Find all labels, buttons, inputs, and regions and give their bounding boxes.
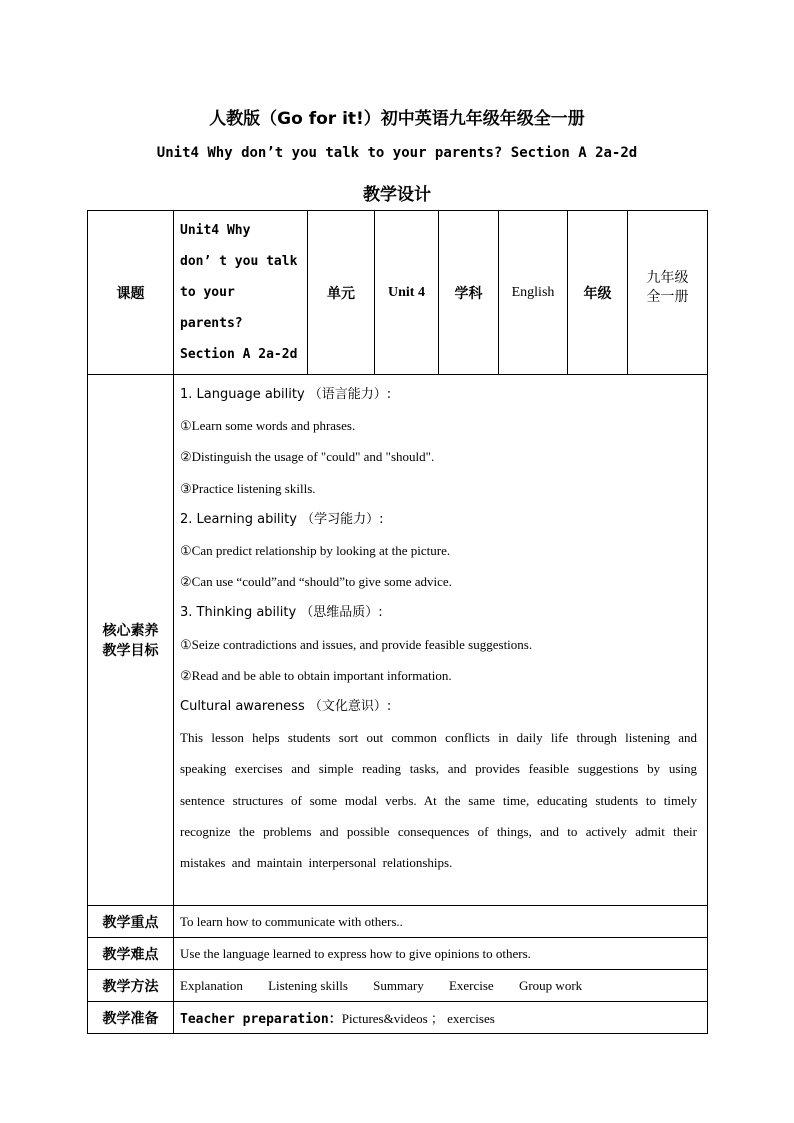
subject-label: 学科 [439, 211, 499, 375]
design-heading: 教学设计 [363, 185, 431, 205]
methods-row [88, 970, 708, 1002]
goals-label-line: 核心素养 [102, 623, 159, 639]
topic-label: 课题 [88, 211, 174, 375]
focus-label: 教学重点 [88, 906, 174, 938]
subject-value: English [499, 211, 568, 375]
method-item: Listening skills [268, 977, 348, 993]
topic-line: don’ t you talk [180, 254, 298, 269]
difficulty-value: Use the language learned to express how to give opinions to others. [174, 938, 708, 970]
goals-content [174, 375, 708, 906]
difficulty-label: 教学难点 [88, 938, 174, 970]
preparation-text: Pictures&videos ； exercises [341, 1011, 495, 1026]
grade-label: 年级 [568, 211, 628, 375]
topic-value [174, 211, 308, 375]
difficulty-row [88, 938, 708, 970]
preparation-label: 教学准备 [88, 1002, 174, 1034]
goal-line: ③Practice listening skills. [180, 480, 316, 496]
method-item: Explanation [180, 977, 243, 993]
grade-value [628, 211, 708, 375]
goal-line: ②Distinguish the usage of "could" and "should". [180, 449, 435, 465]
goal-line: ②Can use “could”and “should”to give some advice. [180, 574, 452, 590]
document-title: 人教版（Go for it!）初中英语九年级年级全一册 [209, 109, 585, 129]
goal-line: 2. Learning ability （学习能力）: [180, 511, 384, 527]
topic-line: parents? [180, 316, 243, 331]
lesson-plan-table [87, 210, 708, 1034]
goal-line: ②Read and be able to obtain important information. [180, 667, 452, 683]
goals-label [88, 375, 174, 906]
preparation-row [88, 1002, 708, 1034]
goal-line: 3. Thinking ability （思维品质）: [180, 605, 383, 621]
topic-line: Section A 2a-2d [180, 347, 298, 362]
goal-line: Cultural awareness （文化意识）: [180, 699, 392, 715]
focus-value: To learn how to communicate with others.. [174, 906, 708, 938]
preparation-value [174, 1002, 708, 1034]
unit-label: 单元 [308, 211, 375, 375]
preparation-prefix: Teacher preparation： [180, 1012, 342, 1027]
method-item: Group work [518, 977, 583, 993]
goal-line: ①Seize contradictions and issues, and provide feasible suggestions. [180, 636, 533, 652]
methods-value [174, 970, 708, 1002]
goal-line: ①Can predict relationship by looking at the picture. [180, 543, 451, 559]
goal-line: 1. Language ability （语言能力）: [180, 387, 392, 402]
goal-line: ①Learn some words and phrases. [180, 418, 356, 434]
goals-label-line: 教学目标 [102, 643, 159, 659]
method-item: Summary [373, 977, 424, 993]
cultural-paragraph: This lesson helps students sort out common conflicts in daily life through listening and speaking exercises and simple reading tasks, and provides feasible suggestions by using sentence structures of some modal verbs. At the same time, educating students to timely recognize the problems and possible consequences of things, and to actively admit their mistakes and maintain interpersonal relationships. [180, 730, 697, 871]
focus-row [88, 906, 708, 938]
grade-line: 全一册 [646, 289, 689, 305]
unit-value: Unit 4 [375, 211, 439, 375]
topic-line: Unit4 Why [180, 223, 251, 238]
goals-row [88, 375, 708, 906]
lesson-subtitle: Unit4 Why don’t you talk to your parents? Section A 2a-2d [156, 145, 638, 161]
method-item: Exercise [448, 977, 494, 993]
grade-line: 九年级 [646, 270, 689, 286]
methods-label: 教学方法 [88, 970, 174, 1002]
info-row [88, 211, 708, 375]
topic-line: to your [180, 285, 235, 300]
